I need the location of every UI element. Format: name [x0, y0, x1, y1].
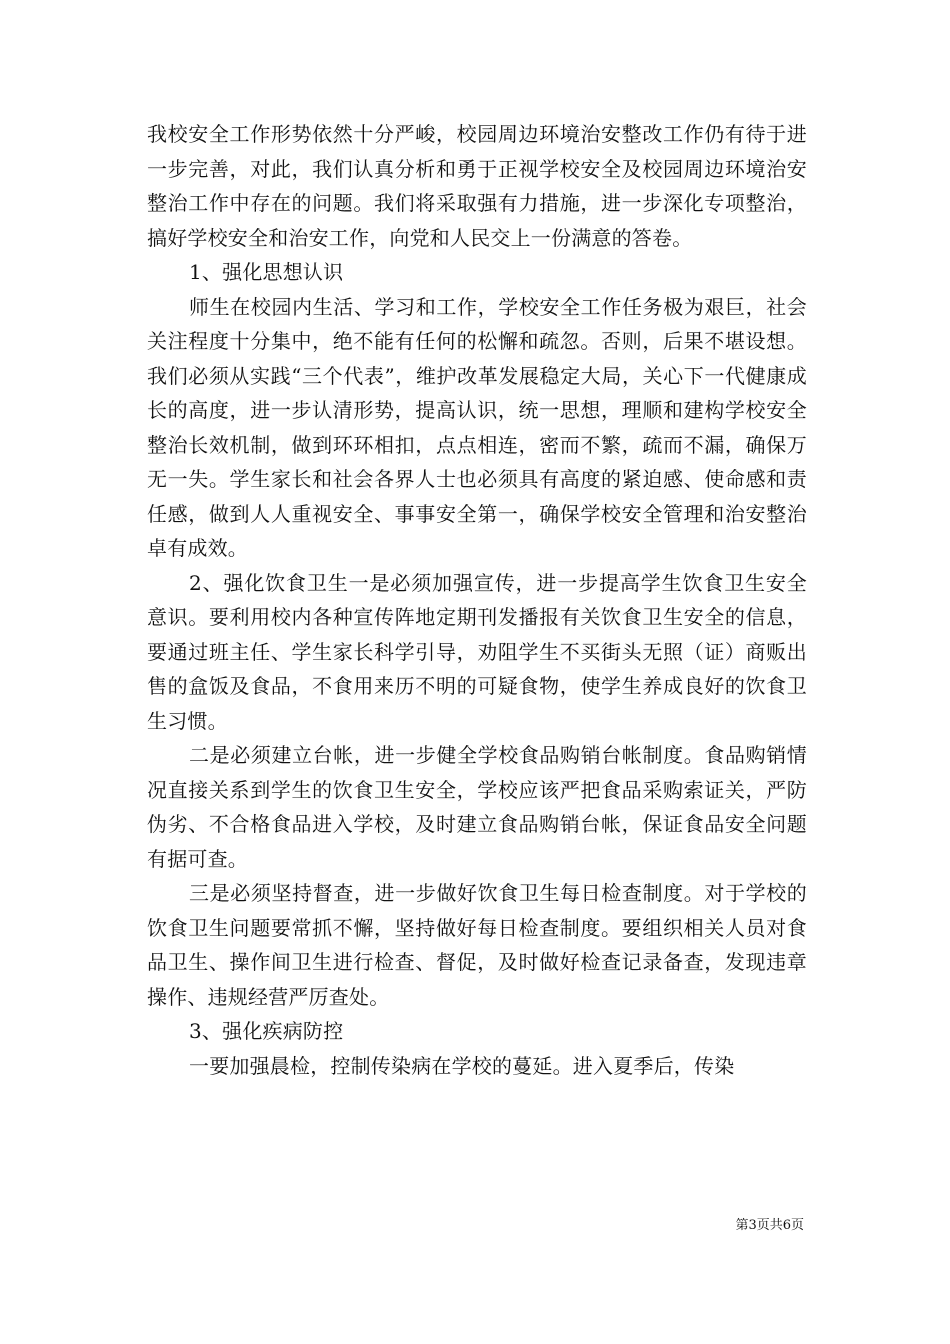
paragraph-awareness: 师生在校园内生活、学习和工作，学校安全工作任务极为艰巨，社会关注程度十分集中，绝不能有任何的松懈和疏忽。否则，后果不堪设想。我们必须从实践“三个代表”，维护改革发展稳定大局，关心下一代健康成长的高度，进一步认清形势，提高认识，统一思想，理顺和建构学校安全整治长效机制，做到环环相扣，点点相连，密而不繁，疏而不漏，确保万无一失。学生家长和社会各界人士也必须具有高度的紧迫感、使命感和责任感，做到人人重视安全、事事安全第一，确保学校安全管理和治安整治卓有成效。	[147, 294, 807, 560]
heading-strengthen-awareness: 1、强化思想认识	[189, 260, 344, 284]
heading-disease-control: 3、强化疾病防控	[189, 1019, 344, 1043]
paragraph-food-inspection: 三是必须坚持督查，进一步做好饮食卫生每日检查制度。对于学校的饮食卫生问题要常抓不懈，坚持做好每日检查制度。要组织相关人员对食品卫生、操作间卫生进行检查、督促，及时做好检查记录备查，发现违章操作、违规经营严厉查处。	[147, 881, 807, 1009]
paragraph-morning-check: 一要加强晨检，控制传染病在学校的蔓延。进入夏季后，传染	[189, 1053, 735, 1078]
paragraph-food-ledger: 二是必须建立台帐，进一步健全学校食品购销台帐制度。食品购销情况直接关系到学生的饮食卫生安全，学校应该严把食品采购索证关，严防伪劣、不合格食品进入学校，及时建立食品购销台帐，保证食品安全问题有据可查。	[147, 743, 807, 871]
paragraph-food-hygiene-publicity: 2、强化饮食卫生一是必须加强宣传，进一步提高学生饮食卫生安全意识。要利用校内各种宣传阵地定期刊发播报有关饮食卫生安全的信息，要通过班主任、学生家长科学引导，劝阻学生不买街头无照（证）商贩出售的盒饭及食品，不食用来历不明的可疑食物，使学生养成良好的饮食卫生习惯。	[147, 570, 807, 733]
paragraph-intro: 我校安全工作形势依然十分严峻，校园周边环境治安整改工作仍有待于进一步完善，对此，我们认真分析和勇于正视学校安全及校园周边环境治安整治工作中存在的问题。我们将采取强有力措施，进一步深化专项整治，搞好学校安全和治安工作，向党和人民交上一份满意的答卷。	[147, 122, 807, 250]
document-body	[147, 117, 807, 1083]
page-indicator: 第3页共6页	[735, 1218, 804, 1233]
